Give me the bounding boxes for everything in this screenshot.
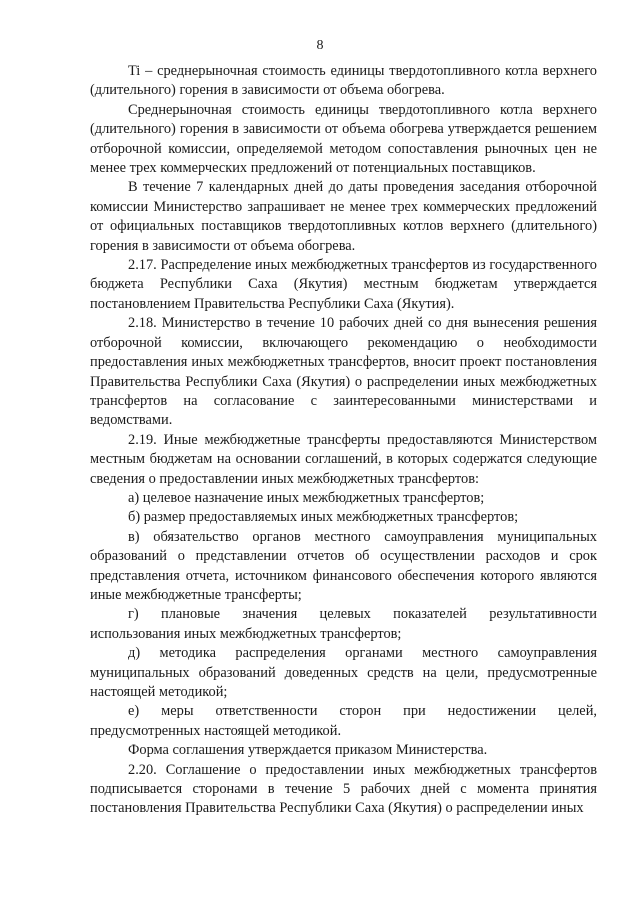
paragraph-2-19: 2.19. Иные межбюджетные трансферты предоставляются Министерством местным бюджетам на основании соглашений, в которых содержатся следующие сведения о предоставлении иных межбюджетных трансфертов:	[90, 431, 597, 487]
paragraph-ti-definition: Ti – среднерыночная стоимость единицы твердотопливного котла верхнего (длительного) горения в зависимости от объема обогрева.	[90, 63, 597, 99]
paragraph-2-17: 2.17. Распределение иных межбюджетных трансфертов из государственного бюджета Республики Саха (Якутия) местным бюджетам утверждается постановлением Правительства Республики Саха (Якутия).	[90, 257, 597, 312]
list-item-d: д) методика распределения органами местного самоуправления муниципальных образований доведенных средств на цели, предусмотренные настоящей методикой;	[90, 645, 597, 700]
list-item-a: а) целевое назначение иных межбюджетных трансфертов;	[128, 489, 485, 506]
paragraph-commercial-offers: В течение 7 календарных дней до даты проведения заседания отборочной комиссии Министерство запрашивает не менее трех коммерческих предложений от официальных поставщиков твердотопливных котлов верхнего (длительного) горения в зависимости от объема обогрева.	[90, 179, 597, 254]
list-item-v: в) обязательство органов местного самоуправления муниципальных образований о представлении отчетов об осуществлении расходов и срок представления отчета, источником финансового обеспечения которого являются иные межбюджетные трансферты;	[90, 528, 597, 603]
paragraph-agreement-form: Форма соглашения утверждается приказом Министерства.	[128, 742, 488, 759]
page-number: 8	[316, 38, 324, 53]
paragraph-2-20: 2.20. Соглашение о предоставлении иных межбюджетных трансфертов подписывается сторонами в течение 5 рабочих дней с момента принятия постановления Правительства Республики Саха (Якутия) о распределении иных	[90, 761, 597, 817]
list-item-b: б) размер предоставляемых иных межбюджетных трансфертов;	[128, 509, 519, 526]
paragraph-average-price: Среднерыночная стоимость единицы твердотопливного котла верхнего (длительного) горения в зависимости от объема обогрева утверждается решением отборочной комиссии, определяемой методом сопоставления рыночных цен не менее трех коммерческих предложений от потенциальных поставщиков.	[90, 101, 597, 177]
paragraph-2-18: 2.18. Министерство в течение 10 рабочих дней со дня вынесения решения отборочной комиссии, включающего рекомендацию о необходимости предоставления иных межбюджетных трансфертов, вносит проект постановления Правительства Республики Саха (Якутия) о распределении иных межбюджетных трансфертов на согласование с заинтересованными министерствами и ведомствами.	[90, 315, 597, 429]
list-item-e: е) меры ответственности сторон при недостижении целей, предусмотренных настоящей методикой.	[90, 703, 597, 739]
list-item-g: г) плановые значения целевых показателей результативности использования иных межбюджетных трансфертов;	[90, 606, 597, 642]
document-body	[90, 62, 597, 819]
